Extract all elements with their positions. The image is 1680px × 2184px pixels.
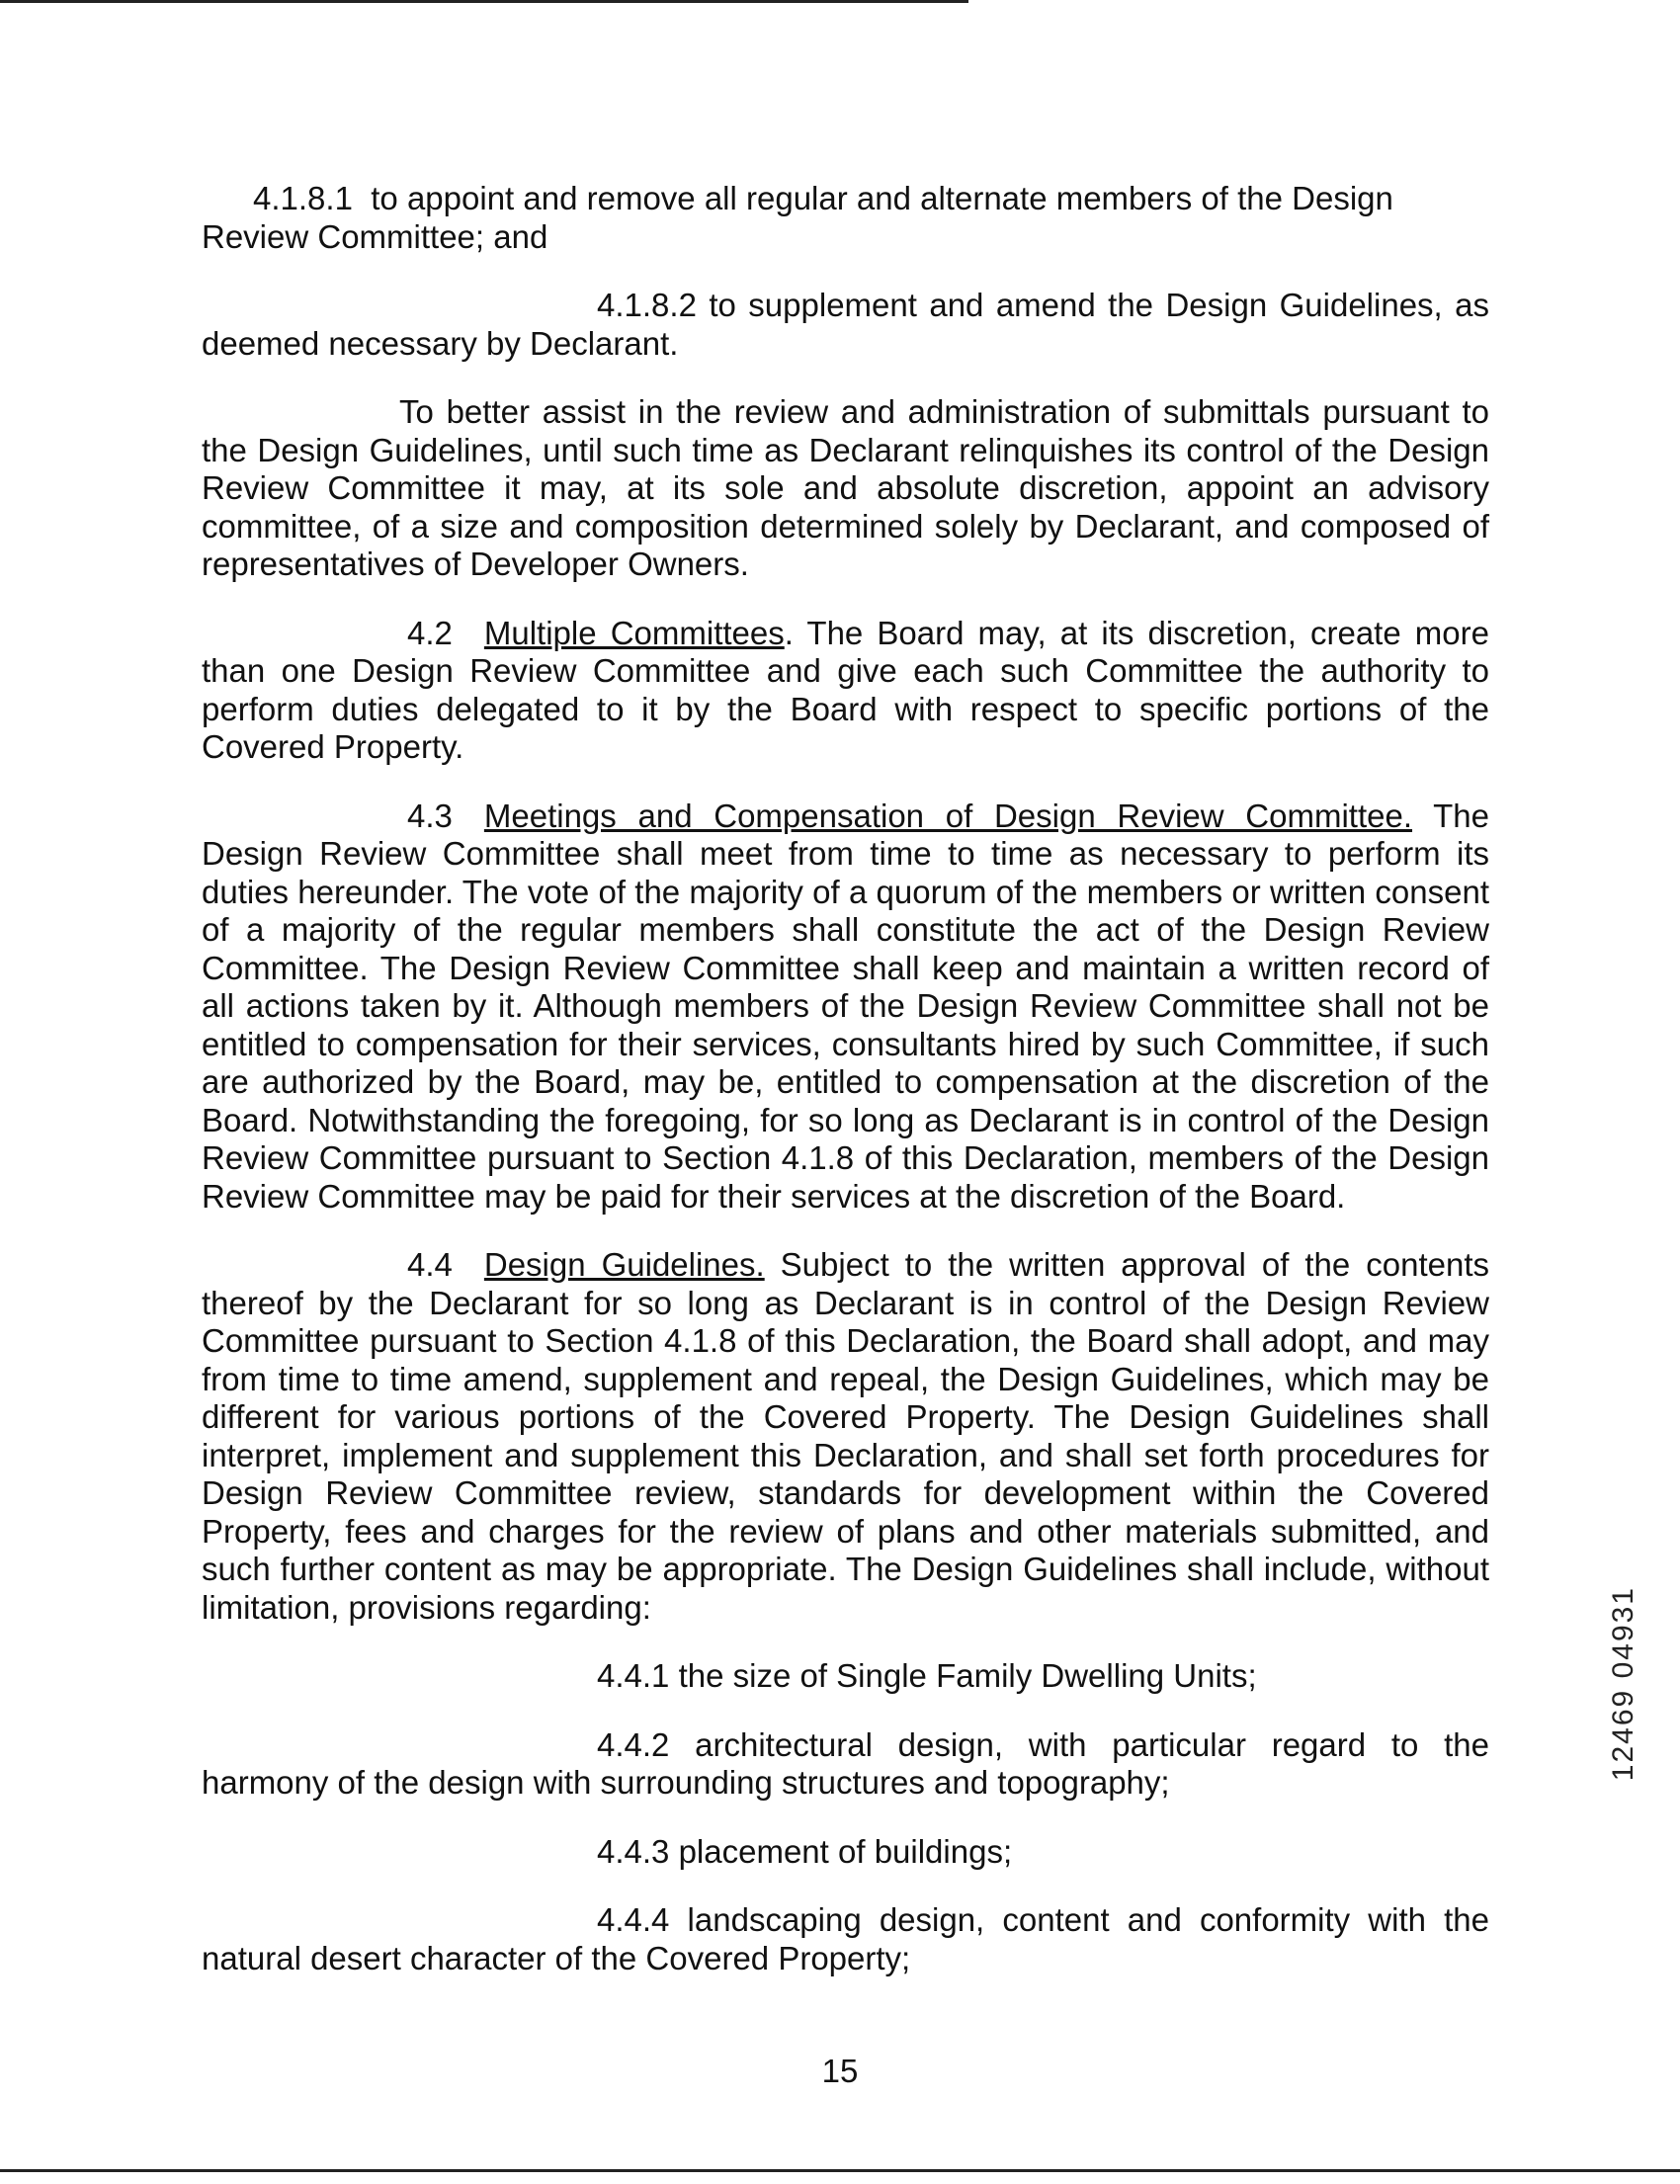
section-heading: Meetings and Compensation of Design Review Committee. — [483, 797, 1413, 834]
recording-stamp: 12469 04931 — [1607, 1586, 1639, 1782]
paragraph-text: to appoint and remove all regular and alternate members of the Design Review Committee; and — [202, 180, 1393, 255]
section-heading: Multiple Committees — [483, 614, 785, 651]
paragraph-text: To better assist in the review and administration of submittals pursuant to the Design Guidelines, until such time as Declarant relinquishes its control of the Design Review Committee it may, at its sole and absolute discretion, appoint an advisory committee, of a size and composition determined solely by Declarant, and composed of representatives of Developer Owners. — [202, 393, 1489, 582]
paragraph-advisory-committee — [202, 393, 1489, 584]
section-number: 4.4.1 — [597, 1657, 670, 1694]
section-4-2 — [202, 615, 1489, 767]
page-number: 15 — [821, 2053, 859, 2089]
section-number: 4.4.2 — [597, 1725, 670, 1763]
paragraph-text: the size of Single Family Dwelling Units; — [678, 1657, 1257, 1694]
paragraph-4-4-2 — [202, 1726, 1489, 1803]
section-4-3 — [202, 798, 1489, 1217]
paragraph-4-1-8-2 — [202, 287, 1489, 363]
section-4-4 — [202, 1246, 1489, 1627]
paragraph-4-1-8-1 — [202, 180, 1489, 256]
paragraph-text: Subject to the written approval of the contents thereof by the Declarant for so long as Declarant is in control of the Design Review Committee pursuant to Section 4.1.8 of this Declaration, the Board shall adopt, and may from time to time amend, supplement and repeal, the Design Guidelines, which may be different for various portions of the Covered Property. The Design Guidelines shall interpret, implement and supplement this Declaration, and shall set forth procedures for Design Review Committee review, standards for development within the Covered Property, fees and charges for the review of plans and other materials submitted, and such further content as may be appropriate. The Design Guidelines shall include, without limitation, provisions regarding: — [202, 1246, 1489, 1626]
paragraph-4-4-3 — [202, 1833, 1489, 1872]
paragraph-text: architectural design, with particular regard to the harmony of the design with surrounding structures and topography; — [202, 1725, 1489, 1801]
document-body — [202, 180, 1489, 2008]
paragraph-text: . The Board may, at its discretion, create more than one Design Review Committee and give each such Committee the authority to perform duties delegated to it by the Board with respect to specific portions of the Covered Property. — [202, 614, 1489, 765]
paragraph-4-4-1 — [202, 1657, 1489, 1696]
section-number: 4.4 — [407, 1246, 453, 1283]
section-number: 4.4.3 — [597, 1832, 670, 1870]
paragraph-text: landscaping design, content and conformity with the natural desert character of the Covered Property; — [202, 1901, 1489, 1976]
paragraph-4-4-4 — [202, 1901, 1489, 1977]
section-number: 4.4.4 — [597, 1901, 670, 1938]
section-number: 4.2 — [407, 614, 453, 651]
section-number: 4.3 — [407, 797, 453, 834]
paragraph-text: to supplement and amend the Design Guidelines, as deemed necessary by Declarant. — [202, 287, 1489, 362]
bottom-border-rule — [0, 2169, 1680, 2172]
paragraph-text: placement of buildings; — [678, 1832, 1013, 1870]
paragraph-text: The Design Review Committee shall meet from time to time as necessary to perform its duties hereunder. The vote of the majority of a quorum of the members or written consent of a majority of the regular members shall constitute the act of the Design Review Committee. The Design Review Committee shall keep and maintain a written record of all actions taken by it. Although members of the Design Review Committee shall not be entitled to compensation for their services, consultants hired by such Committee, if such are authorized by the Board, may be, entitled to compensation at the discretion of the Board. Notwithstanding the foregoing, for so long as Declarant is in control of the Design Review Committee pursuant to Section 4.1.8 of this Declaration, members of the Design Review Committee may be paid for their services at the discretion of the Board. — [202, 797, 1490, 1215]
section-number: 4.1.8.2 — [597, 287, 697, 323]
section-number: 4.1.8.1 — [253, 180, 353, 216]
top-border-rule — [0, 0, 968, 3]
section-heading: Design Guidelines. — [483, 1246, 765, 1283]
